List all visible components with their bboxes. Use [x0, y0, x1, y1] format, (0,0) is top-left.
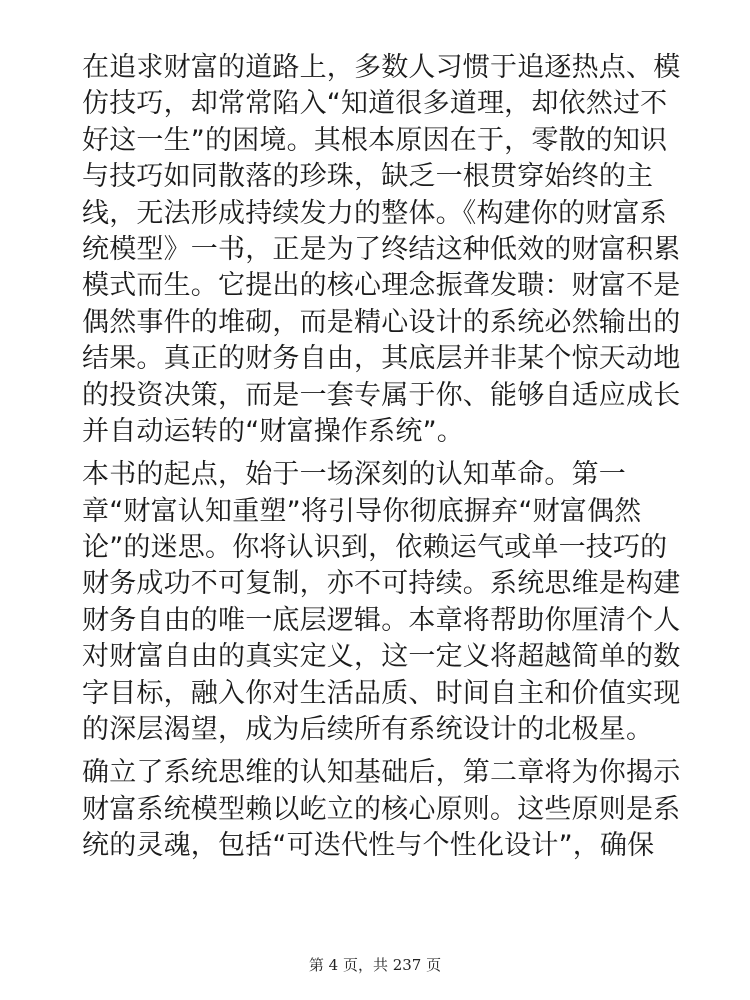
text-line: 字目标，融入你对生活品质、时间自主和价值实现 — [82, 677, 681, 709]
text-line: 模式而生。它提出的核心理念振聋发聩：财富不是 — [82, 270, 681, 302]
text-line: 线，无法形成持续发力的整体。《构建你的财富系 — [82, 197, 667, 229]
paragraph-3 — [82, 755, 681, 864]
text-line: 仿技巧，却常常陷入“知道很多道理，却依然过不 — [82, 88, 668, 120]
text-line: 结果。真正的财务自由，其底层并非某个惊天动地 — [82, 343, 681, 375]
text-line: 确立了系统思维的认知基础后，第二章将为你揭示 — [82, 757, 681, 789]
page-number-footer: 第 4 页，共 237 页 — [308, 956, 442, 974]
document-body — [82, 50, 681, 872]
text-line: 与技巧如同散落的珍珠，缺乏一根贯穿始终的主 — [82, 161, 654, 193]
text-line: 好这一生”的困境。其根本原因在于，零散的知识 — [82, 124, 668, 156]
text-line: 财富系统模型赖以屹立的核心原则。这些原则是系 — [82, 793, 681, 825]
text-line: 统的灵魂，包括“可迭代性与个性化设计”，确保 — [82, 830, 655, 862]
text-line: 统模型》一书，正是为了终结这种低效的财富积累 — [82, 233, 681, 265]
text-line: 并自动运转的“财富操作系统”。 — [82, 415, 464, 447]
paragraph-2 — [82, 457, 681, 748]
paragraph-1 — [82, 50, 681, 450]
text-line: 财务自由的唯一底层逻辑。本章将帮助你厘清个人 — [82, 604, 681, 636]
text-line: 偶然事件的堆砌，而是精心设计的系统必然输出的 — [82, 306, 681, 338]
text-line: 在追求财富的道路上，多数人习惯于追逐热点、模 — [82, 52, 681, 83]
text-line: 的投资决策，而是一套专属于你、能够自适应成长 — [82, 379, 681, 411]
text-line: 的深层渴望，成为后续所有系统设计的北极星。 — [82, 714, 654, 746]
text-line: 本书的起点，始于一场深刻的认知革命。第一 — [82, 459, 626, 491]
text-line: 财务成功不可复制，亦不可持续。系统思维是构建 — [82, 568, 681, 600]
text-line: 论”的迷思。你将认识到，依赖运气或单一技巧的 — [82, 532, 668, 564]
text-line: 对财富自由的真实定义，这一定义将超越简单的数 — [82, 641, 681, 673]
text-line: 章“财富认知重塑”将引导你彻底摒弃“财富偶然 — [82, 495, 642, 527]
